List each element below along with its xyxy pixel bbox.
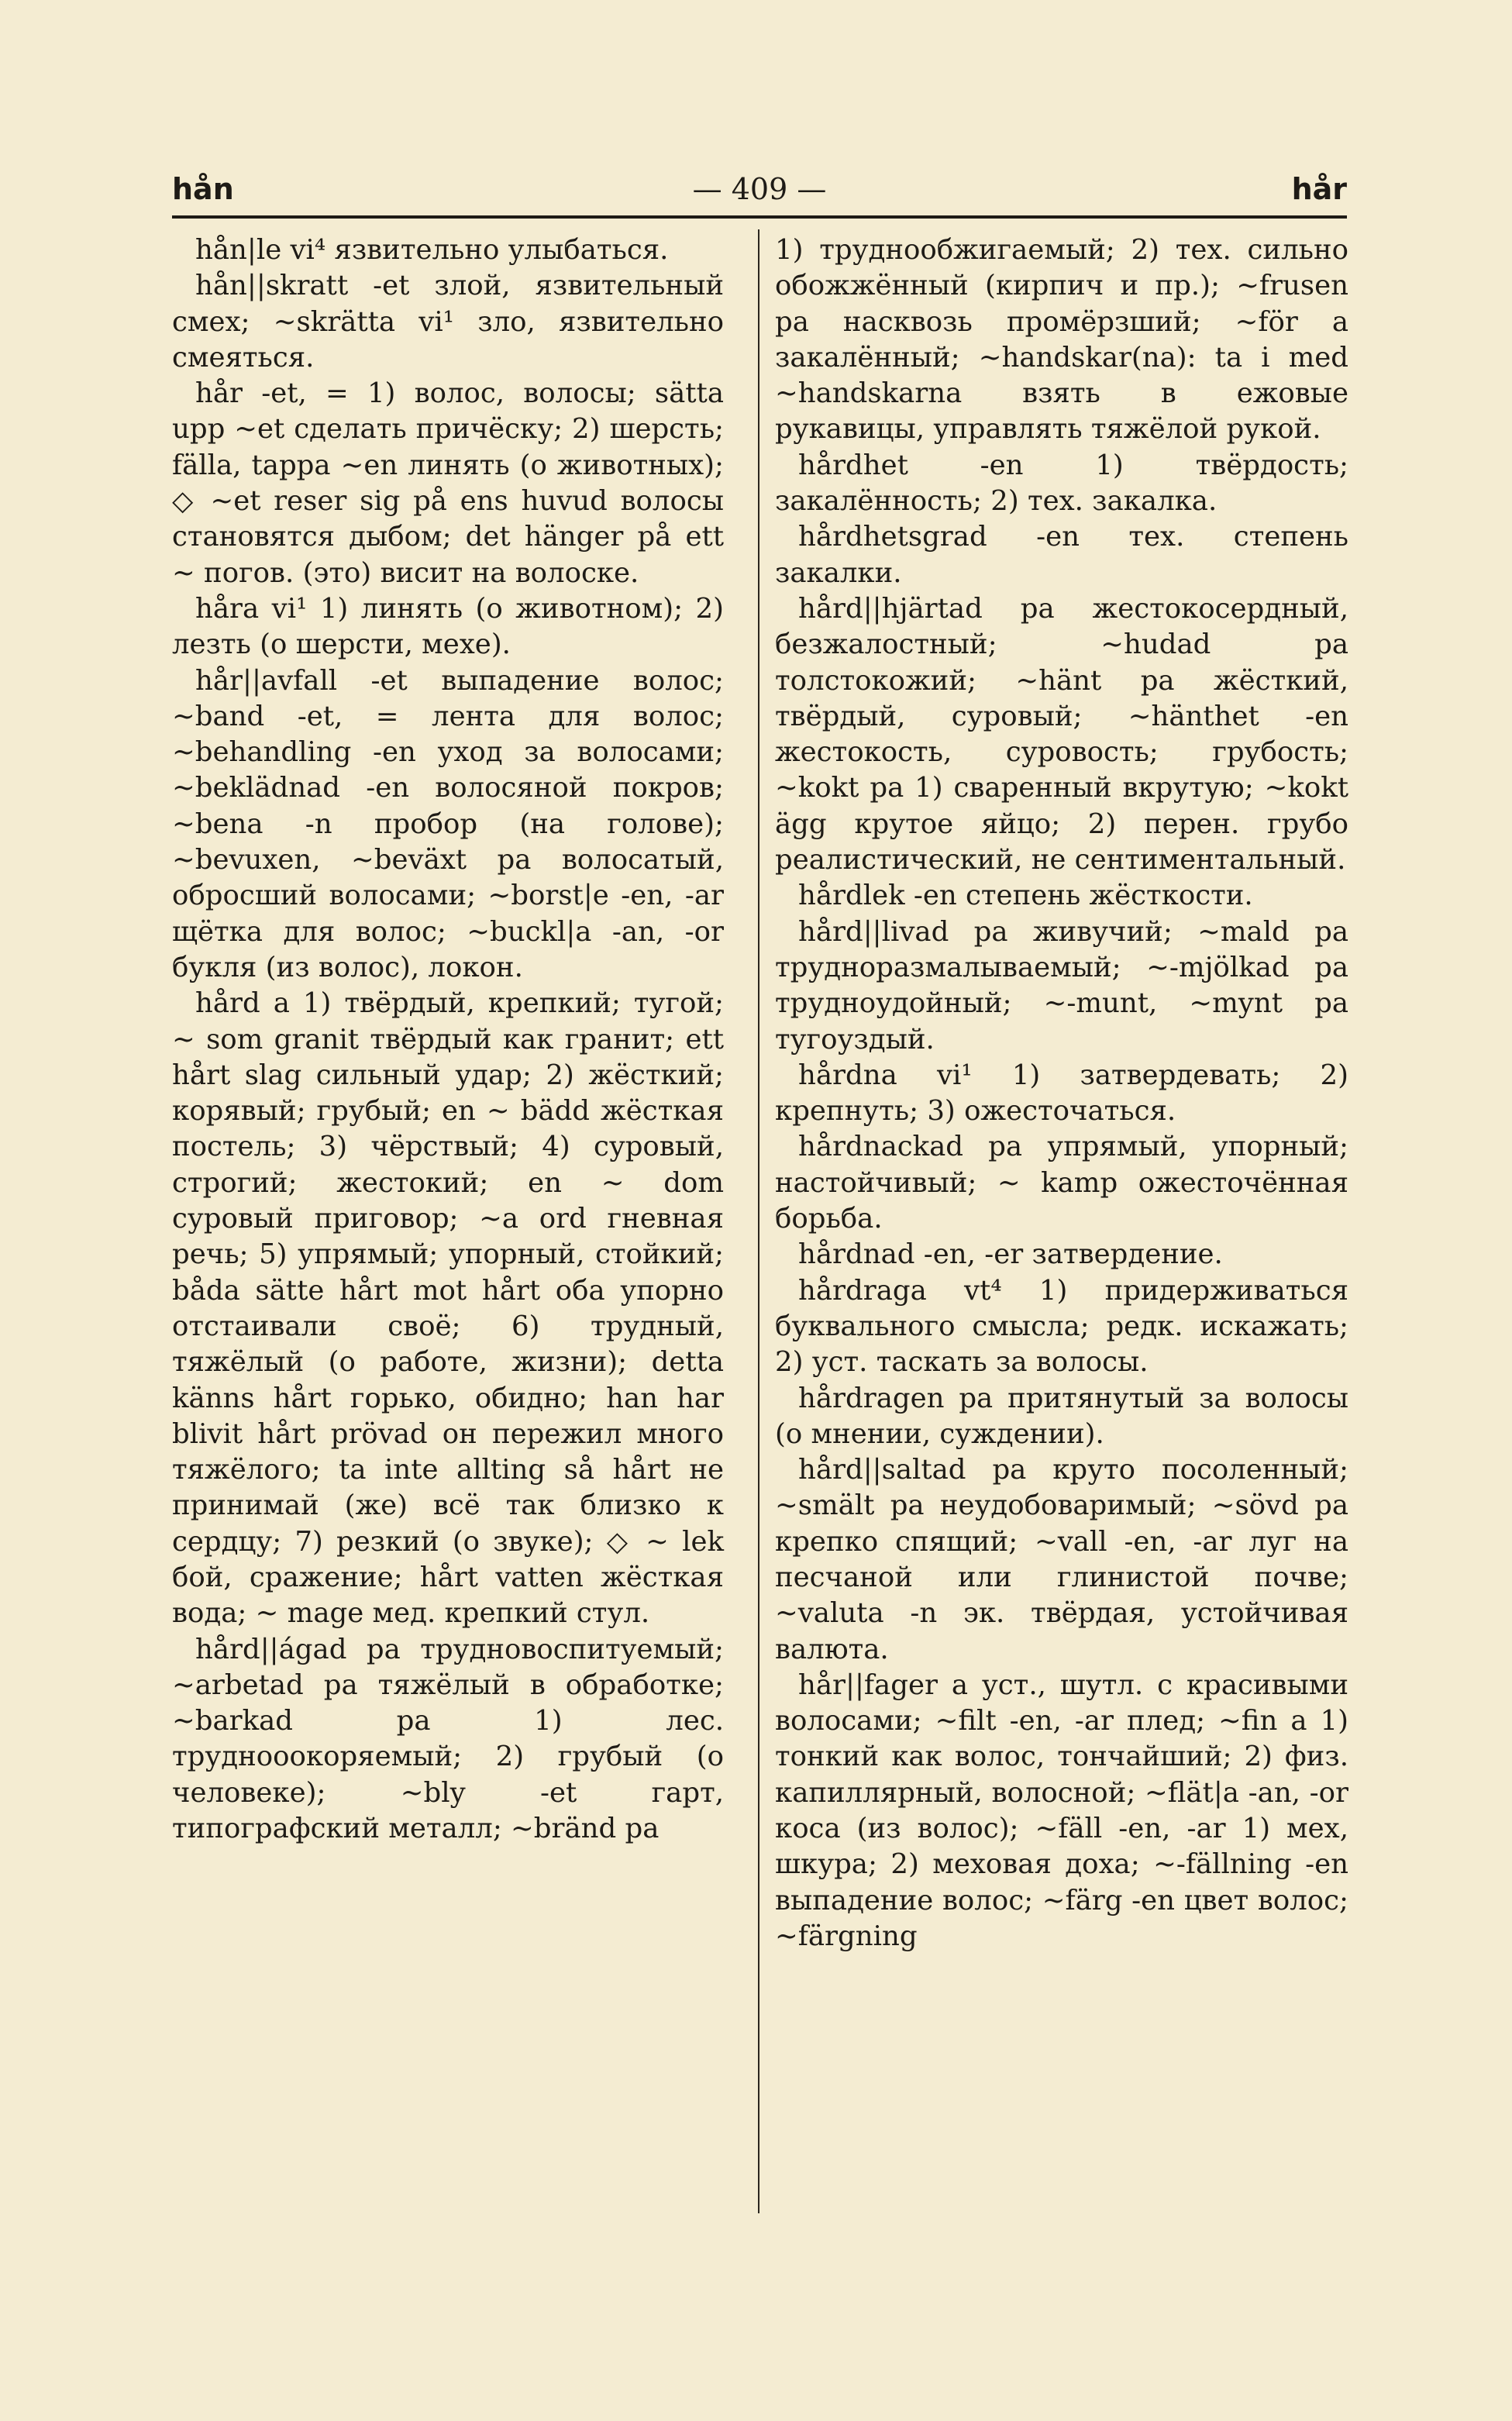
page-header (172, 172, 1347, 219)
dictionary-entry: hårdnad -en, -er затвердение. (798, 1238, 1223, 1271)
dictionary-entry: hårdraga vt⁴ 1) придерживаться буквального смысла; редк. искажать; 2) уст. таскать за волосы. (775, 1274, 1348, 1379)
dictionary-entry: håra vi¹ 1) линять (о животном); 2) лезть (о шерсти, мехе). (172, 592, 724, 661)
dictionary-entry: hån|le vi⁴ язвительно улыбаться. (195, 234, 669, 266)
header-rule (172, 215, 1347, 219)
dictionary-entry: hårdlek -en степень жёсткости. (798, 880, 1253, 912)
dictionary-entry: hårdna vi¹ 1) затвердевать; 2) крепнуть; 3) ожесточаться. (775, 1059, 1348, 1128)
dictionary-entry: hår||fager a уст., шутл. с красивыми волосами; ~filt -en, -ar плед; ~fin a 1) тонкий как волос, тончайший; 2) физ. капиллярный, волосной; ~flät|a -an, -or коса (из волос); ~fäll -en, -ar 1) мех, шкура; 2) меховая доха; ~-fällning -en выпадение волос; ~färg -en цвет волос; ~färgning (775, 1669, 1348, 1952)
dictionary-entry: hård||hjärtad pa жестокосердный, безжалостный; ~hudad pa толстокожий; ~hänt pa жёсткий, твёрдый, суровый; ~hänthet -en жестокость, суровость; грубость; ~kokt pa 1) сваренный вкрутую; ~kokt ägg крутое яйцо; 2) перен. грубо реалистический, не сентиментальный. (775, 592, 1348, 876)
dictionary-entry: hård a 1) твёрдый, крепкий; тугой; ~ som granit твёрдый как гранит; ett hårt slag сильный удар; 2) жёсткий; корявый; грубый; en ~ bädd жёсткая постель; 3) чёрствый; 4) суровый, строгий; жестокий; en ~ dom суровый приговор; ~a ord гневная речь; 5) упрямый; упорный, стойкий; båda sätte hårt mot hårt оба упорно отстаивали своё; 6) трудный, тяжёлый (о работе, жизни); detta känns hårt горько, обидно; han har blivit hårt prövad он пережил много тяжёлого; ta inte allting så hårt не принимай (же) всё так близко к сердцу; 7) резкий (о звуке); ◇ ~ lek бой, сражение; hårt vatten жёсткая вода; ~ mage мед. крепкий стул. (172, 987, 724, 1630)
dictionary-entry: hård||ágad pa трудновоспитуемый; ~arbetad pa тяжёлый в обработке; ~barkad pa 1) лес. труднооокоряемый; 2) грубый (о человеке); ~bly -et гарт, типографский металл; ~bränd pa (172, 1633, 724, 1845)
page-number: — 409 — (692, 172, 827, 206)
left-column (172, 232, 724, 1847)
dictionary-entry: hårdhet -en 1) твёрдость; закалённость; 2) тех. закалка. (775, 449, 1348, 518)
dictionary-entry: hår||avfall -et выпадение волос; ~band -et, = лента для волос; ~behandling -en уход за волосами; ~beklädnad -en волосяной покров; ~bena -n пробор (на голове); ~bevuxen, ~beväxt pa волосатый, обросший волосами; ~borst|e -en, -ar щётка для волос; ~buckl|a -an, -or букля (из волос), локон. (172, 664, 724, 983)
dictionary-entry: hård||saltad pa круто посоленный; ~smält pa неудобоваримый; ~sövd pa крепко спящий; ~vall -en, -ar луг на песчаной или глинистой почве; ~valuta -n эк. твёрдая, устойчивая валюта. (775, 1454, 1348, 1665)
dictionary-entry: hårdhetsgrad -en тех. степень закалки. (775, 521, 1348, 589)
header-left-guideword: hån (172, 172, 234, 206)
dictionary-entry: hårdnackad pa упрямый, упорный; настойчивый; ~ kamp ожесточённая борьба. (775, 1131, 1348, 1235)
dictionary-entry-continued: 1) труднообжигаемый; 2) тех. сильно обожжённый (кирпич и пр.); ~frusen pa насквозь промёрзший; ~för a закалённый; ~handskar(na): ta i med ~handskarna взять в ежовые рукавицы, управлять тяжёлой рукой. (775, 234, 1348, 446)
dictionary-entry: hårdragen pa притянутый за волосы (о мнении, суждении). (775, 1382, 1348, 1450)
right-column (775, 232, 1348, 1954)
dictionary-entry: hår -et, = 1) волос, волосы; sätta upp ~et сделать причёску; 2) шерсть; fälla, tappa ~en линять (о животных); ◇ ~et reser sig på ens huvud волосы становятся дыбом; det hänger på ett ~ погов. (это) висит на волоске. (172, 377, 724, 589)
header-right-guideword: hår (1291, 172, 1347, 206)
column-divider (758, 229, 759, 2213)
dictionary-entry: hård||livad pa живучий; ~mald pa трудноразмалываемый; ~-mjölkad pa трудноудойный; ~-munt, ~mynt pa тугоуздый. (775, 915, 1348, 1056)
dictionary-entry: hån||skratt -et злой, язвительный смех; ~skrätta vi¹ зло, язвительно смеяться. (172, 270, 724, 374)
